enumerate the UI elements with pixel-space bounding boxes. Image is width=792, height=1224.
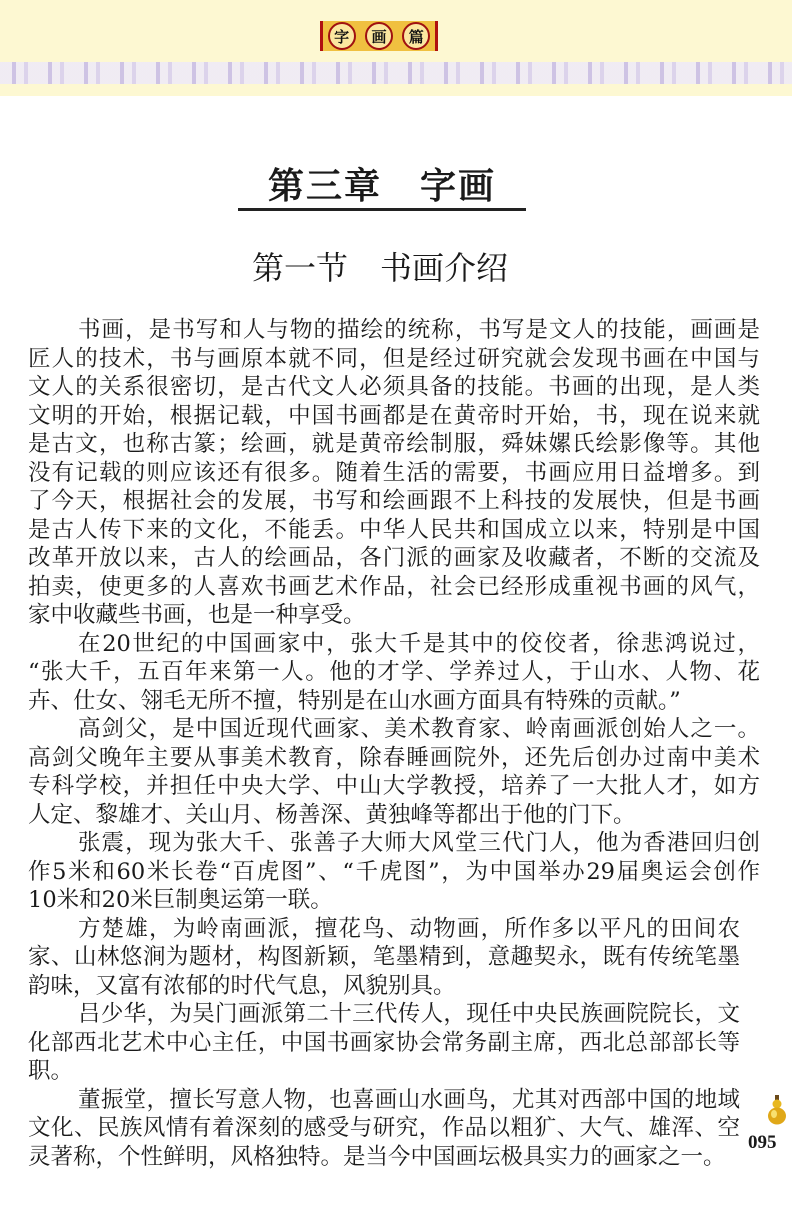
text-line: 10米和20米巨制奥运第一联。 — [28, 887, 333, 913]
text-line: 张震，现为张大千、张善子大师大风堂三代门人，他为香港回归创 — [78, 830, 760, 856]
text-line: 作5米和60米长卷“百虎图”、“千虎图”，为中国举办29届奥运会创作 — [28, 858, 760, 885]
text-line: 家、山林悠涧为题材，构图新颖，笔墨精到，意趣契永，既有传统笔墨 — [28, 944, 740, 970]
text-line: 董振堂，擅长写意人物，也喜画山水画鸟，尤其对西部中国的地域 — [78, 1086, 740, 1113]
text-line: 是古人传下来的文化，不能丢。中华人民共和国成立以来，特别是中国 — [28, 516, 760, 543]
text-line: 拍卖，使更多的人喜欢书画艺术作品，社会已经形成重视书画的风气， — [28, 573, 760, 600]
text-line: 高剑父晚年主要从事美术教育，除春睡画院外，还先后创办过南中美术 — [28, 744, 760, 771]
text-line: 匠人的技术，书与画原本就不同，但是经过研究就会发现书画在中国与 — [28, 345, 760, 372]
body-text — [28, 316, 760, 1171]
text-line: 书画，是书写和人与物的描绘的统称，书写是文人的技能，画画是 — [78, 317, 760, 343]
decorative-stripe — [0, 62, 792, 84]
paragraph — [28, 630, 760, 716]
page-number: 095 — [748, 1132, 777, 1153]
text-line: 文化、民族风情有着深刻的感受与研究，作品以粗犷、大气、雄浑、空 — [28, 1115, 740, 1141]
chapter-title: 第三章 字画 — [238, 166, 526, 211]
section-banner — [320, 21, 438, 51]
text-line: 吕少华，为吴门画派第二十三代传人，现任中央民族画院院长，文 — [78, 1001, 740, 1027]
text-line: 在20世纪的中国画家中，张大千是其中的佼佼者，徐悲鸿说过， — [78, 630, 760, 657]
text-line: 文明的开始，根据记载，中国书画都是在黄帝时开始，书，现在说来就 — [28, 402, 760, 429]
banner-char: 画 — [365, 22, 393, 50]
paragraph — [28, 715, 760, 829]
gourd-icon — [766, 1095, 788, 1125]
text-line: 改革开放以来，古人的绘画品，各门派的画家及收藏者，不断的交流及 — [28, 545, 760, 571]
text-line: 灵著称，个性鲜明，风格独特。是当今中国画坛极具实力的画家之一。 — [28, 1143, 726, 1170]
section-title: 第一节 书画介绍 — [251, 249, 508, 287]
banner-char: 字 — [328, 22, 356, 50]
paragraph — [28, 1086, 740, 1172]
paragraph — [28, 316, 760, 630]
text-line: “张大千，五百年来第一人。他的才学、学养过人，于山水、人物、花 — [28, 659, 760, 685]
banner-char: 篇 — [402, 22, 430, 50]
paragraph — [28, 915, 740, 1001]
text-line: 文人的关系很密切，是古代文人必须具备的技能。书画的出现，是人类 — [28, 374, 760, 400]
paragraph — [28, 829, 760, 915]
text-line: 职。 — [28, 1058, 74, 1084]
text-line: 方楚雄，为岭南画派，擅花鸟、动物画，所作多以平凡的田间农 — [78, 915, 740, 942]
text-line: 家中收藏些书画，也是一种享受。 — [28, 602, 366, 628]
text-line: 化部西北艺术中心主任，中国书画家协会常务副主席，西北总部部长等 — [28, 1029, 740, 1056]
text-line: 是古文，也称古篆；绘画，就是黄帝绘制服，舜妹嫘氏绘影像等。其他 — [28, 431, 760, 457]
text-line: 高剑父，是中国近现代画家、美术教育家、岭南画派创始人之一。 — [78, 716, 760, 742]
text-line: 韵味，又富有浓郁的时代气息，风貌别具。 — [28, 972, 456, 999]
text-line: 专科学校，并担任中央大学、中山大学教授，培养了一大批人才，如方 — [28, 773, 760, 799]
text-line: 卉、仕女、翎毛无所不擅，特别是在山水画方面具有特殊的贡献。” — [28, 687, 681, 714]
paragraph — [28, 1000, 740, 1086]
text-line: 了今天，根据社会的发展，书写和绘画跟不上科技的发展快，但是书画 — [28, 488, 760, 514]
text-line: 人定、黎雄才、关山月、杨善深、黄独峰等都出于他的门下。 — [28, 801, 636, 828]
text-line: 没有记载的则应该还有很多。随着生活的需要，书画应用日益增多。到 — [28, 459, 760, 486]
